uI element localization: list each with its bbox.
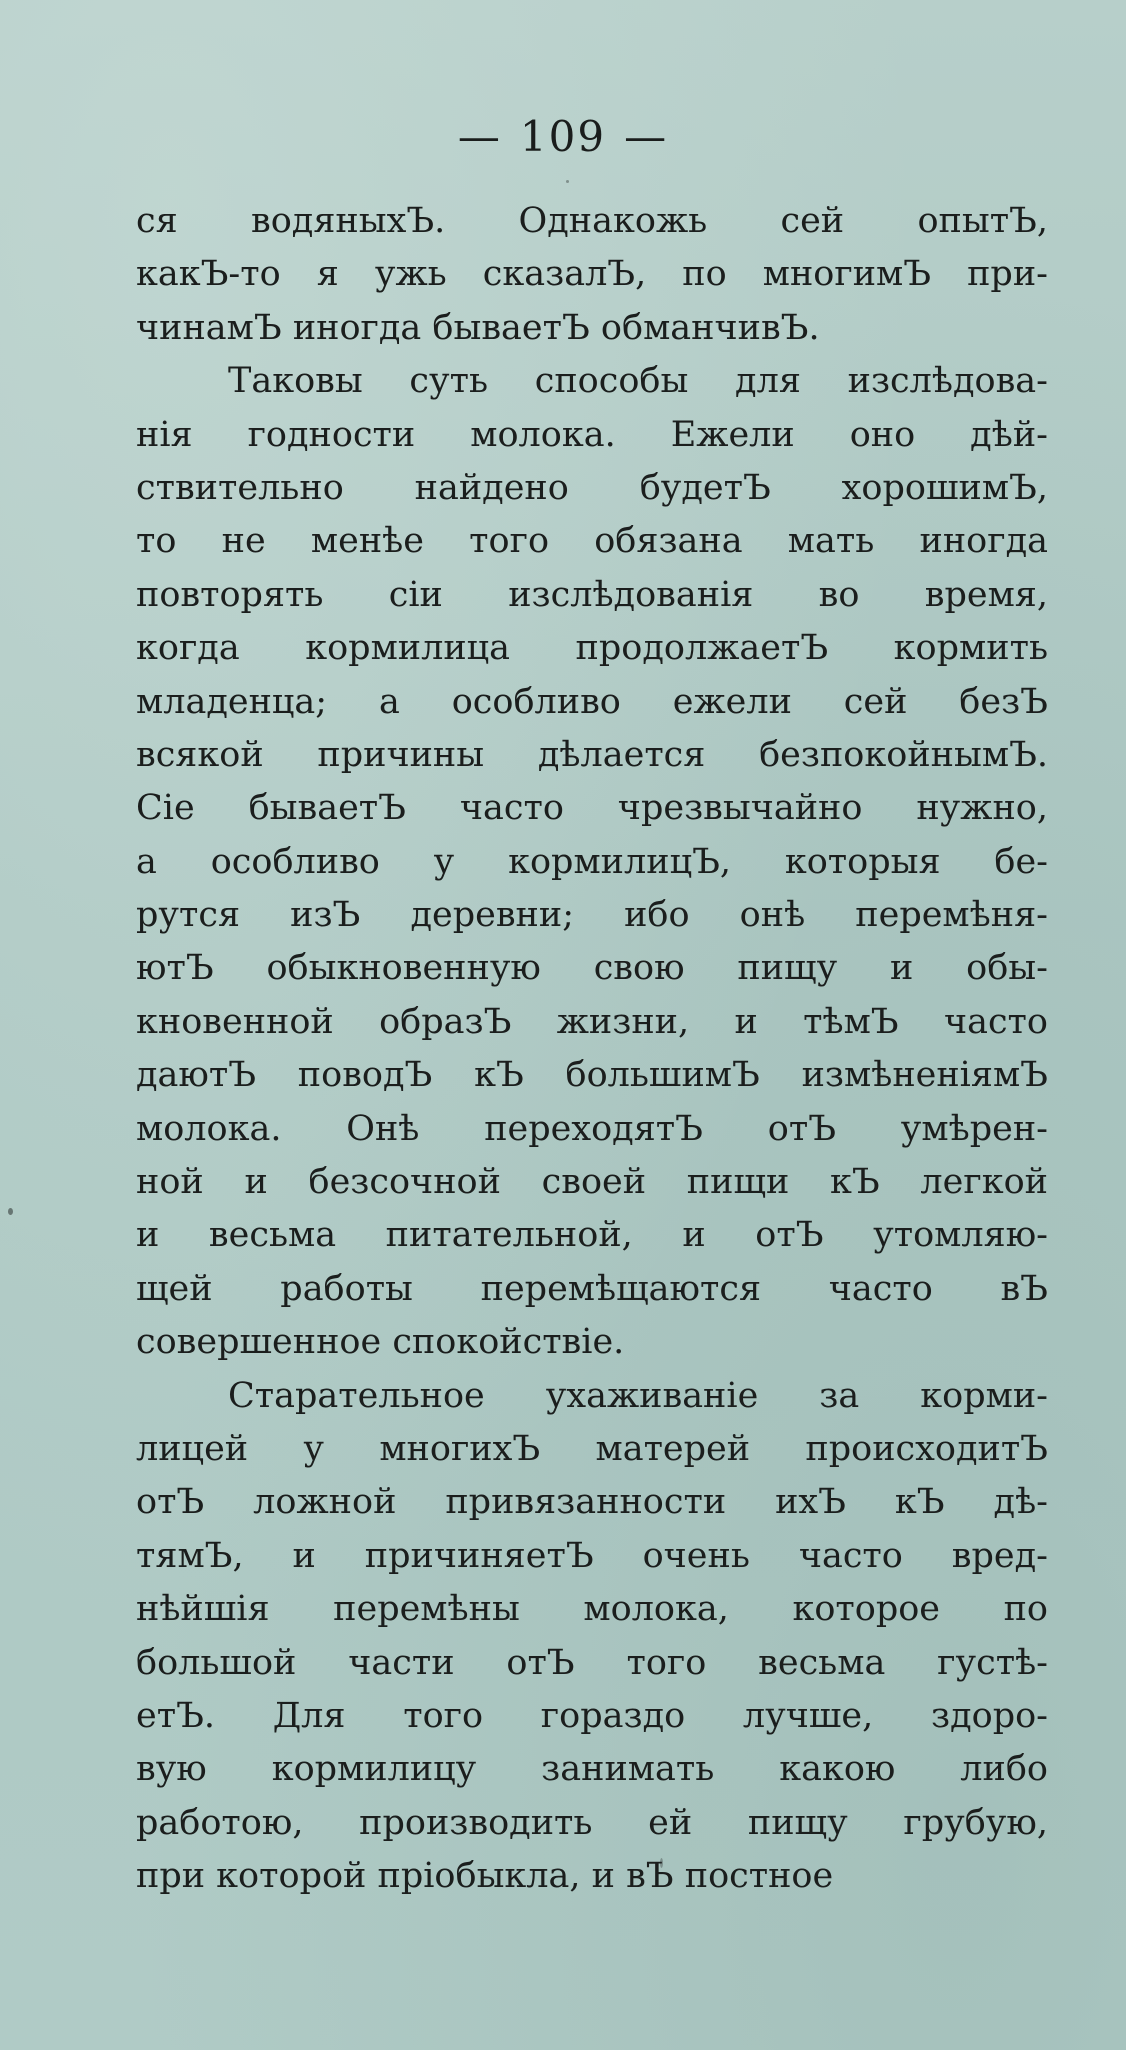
- header-dash-left: —: [457, 112, 502, 161]
- text-line: а особливо у кормилицЪ, которыя бе-: [136, 841, 1048, 882]
- text-line: работою, производить ей пищу грубую,: [136, 1802, 1048, 1843]
- text-line: большой части отЪ того весьма густѣ-: [136, 1642, 1048, 1683]
- text-line: ся водяныхЪ. Однакожь сей опытЪ,: [136, 201, 1048, 241]
- page-header: [0, 112, 1126, 161]
- text-line: нія годности молока. Ежели оно дѣй-: [136, 414, 1048, 455]
- text-line: ствительно найдено будетЪ хорошимЪ,: [136, 467, 1048, 508]
- paragraph-first-line: Таковы суть способы для изслѣдова-: [228, 361, 1048, 402]
- text-line: совершенное спокойствіе.: [136, 1322, 625, 1363]
- header-dash-right: —: [624, 112, 669, 161]
- text-line: рутся изЪ деревни; ибо онѣ перемѣня-: [136, 895, 1048, 936]
- text-line: ютЪ обыкновенную свою пищу и обы-: [136, 948, 1048, 989]
- text-line: при которой пріобыкла, и вЪ постное: [136, 1856, 834, 1897]
- text-line: то не менѣе того обязана мать иногда: [136, 521, 1048, 562]
- text-line: вую кормилицу занимать какою либо: [136, 1749, 1048, 1790]
- body-text: [136, 195, 1048, 1904]
- text-line: повторять сіи изслѣдованія во время,: [136, 574, 1048, 615]
- text-line: ной и безсочной своей пищи кЪ легкой: [136, 1162, 1048, 1203]
- paper-speck: [566, 180, 569, 183]
- text-line: какЪ-то я ужь сказалЪ, по многимЪ при-: [136, 254, 1048, 295]
- text-line: тямЪ, и причиняетЪ очень часто вред-: [136, 1535, 1048, 1576]
- paragraph-first-line: Старательное ухаживаніе за корми-: [228, 1375, 1048, 1416]
- text-line: отЪ ложной привязанности ихЪ кЪ дѣ-: [136, 1482, 1048, 1523]
- text-line: молока. Онѣ переходятЪ отЪ умѣрен-: [136, 1108, 1048, 1149]
- text-line: и весьма питательной, и отЪ утомляю-: [136, 1215, 1048, 1256]
- text-line: младенца; а особливо ежели сей безЪ: [136, 681, 1048, 722]
- text-line: всякой причины дѣлается безпокойнымЪ.: [136, 734, 1048, 775]
- text-line: чинамЪ иногда бываетЪ обманчивЪ.: [136, 307, 820, 348]
- paper-speck: [660, 1858, 663, 1868]
- text-line: нѣйшія перемѣны молока, которое по: [136, 1589, 1048, 1630]
- text-line: етЪ. Для того гораздо лучше, здоро-: [136, 1695, 1048, 1736]
- text-line: даютЪ поводЪ кЪ большимЪ измѣненіямЪ: [136, 1055, 1048, 1096]
- text-line: лицей у многихЪ матерей происходитЪ: [136, 1428, 1048, 1469]
- text-line: кновенной образЪ жизни, и тѣмЪ часто: [136, 1001, 1048, 1042]
- paper-speck: [8, 1208, 13, 1215]
- text-line: щей работы перемѣщаются часто вЪ: [136, 1268, 1048, 1309]
- text-line: когда кормилица продолжаетЪ кормить: [136, 628, 1048, 669]
- text-line: Сіе бываетЪ часто чрезвычайно нужно,: [136, 788, 1048, 829]
- page-number: 109: [519, 112, 607, 161]
